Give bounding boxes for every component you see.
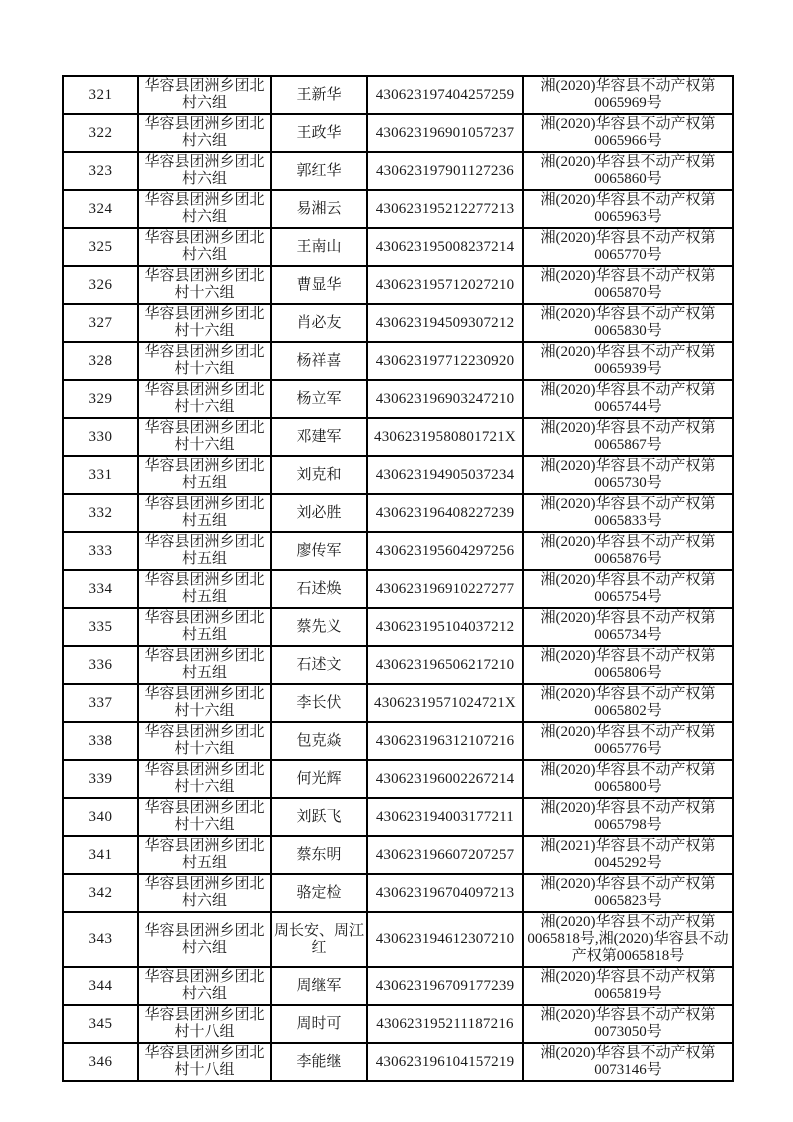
row-number-cell: 336	[63, 646, 138, 684]
row-number-cell: 322	[63, 114, 138, 152]
owner-name-cell: 王南山	[271, 228, 367, 266]
id-number-cell: 43062319580801721X	[367, 418, 523, 456]
row-number-cell: 327	[63, 304, 138, 342]
owner-name-cell: 廖传军	[271, 532, 367, 570]
certificate-cell: 湘(2020)华容县不动产权第0065802号	[523, 684, 733, 722]
id-number-cell: 430623197901127236	[367, 152, 523, 190]
id-number-cell: 430623197712230920	[367, 342, 523, 380]
id-number-cell: 430623195712027210	[367, 266, 523, 304]
id-number-cell: 430623196704097213	[367, 874, 523, 912]
address-cell: 华容县团洲乡团北村六组	[138, 152, 271, 190]
address-cell: 华容县团洲乡团北村五组	[138, 494, 271, 532]
row-number-cell: 338	[63, 722, 138, 760]
table-row	[63, 304, 733, 342]
certificate-cell: 湘(2020)华容县不动产权第0073050号	[523, 1005, 733, 1043]
owner-name-cell: 刘跃飞	[271, 798, 367, 836]
id-number-cell: 430623196506217210	[367, 646, 523, 684]
address-cell: 华容县团洲乡团北村十六组	[138, 418, 271, 456]
table-row	[63, 1005, 733, 1043]
owner-name-cell: 何光辉	[271, 760, 367, 798]
owner-name-cell: 石述焕	[271, 570, 367, 608]
id-number-cell: 430623196312107216	[367, 722, 523, 760]
address-cell: 华容县团洲乡团北村五组	[138, 836, 271, 874]
table-row	[63, 532, 733, 570]
table-row	[63, 912, 733, 967]
address-cell: 华容县团洲乡团北村十六组	[138, 342, 271, 380]
row-number-cell: 337	[63, 684, 138, 722]
owner-name-cell: 杨立军	[271, 380, 367, 418]
id-number-cell: 430623194612307210	[367, 912, 523, 967]
table-row	[63, 76, 733, 114]
certificate-cell: 湘(2020)华容县不动产权第0065969号	[523, 76, 733, 114]
certificate-cell: 湘(2020)华容县不动产权第0065776号	[523, 722, 733, 760]
owner-name-cell: 周时可	[271, 1005, 367, 1043]
certificate-cell: 湘(2020)华容县不动产权第0065867号	[523, 418, 733, 456]
certificate-cell: 湘(2020)华容县不动产权第0065798号	[523, 798, 733, 836]
row-number-cell: 323	[63, 152, 138, 190]
row-number-cell: 328	[63, 342, 138, 380]
address-cell: 华容县团洲乡团北村五组	[138, 456, 271, 494]
address-cell: 华容县团洲乡团北村十六组	[138, 304, 271, 342]
row-number-cell: 333	[63, 532, 138, 570]
owner-name-cell: 刘克和	[271, 456, 367, 494]
owner-name-cell: 周长安、周江红	[271, 912, 367, 967]
id-number-cell: 430623196709177239	[367, 967, 523, 1005]
table-row	[63, 266, 733, 304]
address-cell: 华容县团洲乡团北村十八组	[138, 1005, 271, 1043]
row-number-cell: 332	[63, 494, 138, 532]
certificate-cell: 湘(2020)华容县不动产权第0065818号,湘(2020)华容县不动产权第0065818号	[523, 912, 733, 967]
address-cell: 华容县团洲乡团北村十八组	[138, 1043, 271, 1081]
certificate-cell: 湘(2020)华容县不动产权第0065830号	[523, 304, 733, 342]
id-number-cell: 430623195104037212	[367, 608, 523, 646]
owner-name-cell: 骆定检	[271, 874, 367, 912]
row-number-cell: 334	[63, 570, 138, 608]
table-row	[63, 967, 733, 1005]
table-row	[63, 608, 733, 646]
address-cell: 华容县团洲乡团北村六组	[138, 874, 271, 912]
address-cell: 华容县团洲乡团北村十六组	[138, 684, 271, 722]
owner-name-cell: 王政华	[271, 114, 367, 152]
certificate-cell: 湘(2020)华容县不动产权第0065966号	[523, 114, 733, 152]
table-row	[63, 418, 733, 456]
table-row	[63, 760, 733, 798]
certificate-cell: 湘(2020)华容县不动产权第0065730号	[523, 456, 733, 494]
id-number-cell: 430623196408227239	[367, 494, 523, 532]
id-number-cell: 430623196002267214	[367, 760, 523, 798]
certificate-cell: 湘(2020)华容县不动产权第0065823号	[523, 874, 733, 912]
table-row	[63, 380, 733, 418]
id-number-cell: 43062319571024721X	[367, 684, 523, 722]
owner-name-cell: 包克焱	[271, 722, 367, 760]
owner-name-cell: 蔡东明	[271, 836, 367, 874]
certificate-cell: 湘(2020)华容县不动产权第0065770号	[523, 228, 733, 266]
row-number-cell: 344	[63, 967, 138, 1005]
table-row	[63, 228, 733, 266]
address-cell: 华容县团洲乡团北村十六组	[138, 722, 271, 760]
address-cell: 华容县团洲乡团北村六组	[138, 912, 271, 967]
certificate-cell: 湘(2020)华容县不动产权第0065939号	[523, 342, 733, 380]
row-number-cell: 335	[63, 608, 138, 646]
id-number-cell: 430623195604297256	[367, 532, 523, 570]
table-row	[63, 152, 733, 190]
address-cell: 华容县团洲乡团北村六组	[138, 114, 271, 152]
id-number-cell: 430623196901057237	[367, 114, 523, 152]
address-cell: 华容县团洲乡团北村六组	[138, 967, 271, 1005]
address-cell: 华容县团洲乡团北村五组	[138, 532, 271, 570]
table-row	[63, 342, 733, 380]
table-row	[63, 684, 733, 722]
row-number-cell: 343	[63, 912, 138, 967]
certificate-cell: 湘(2020)华容县不动产权第0073146号	[523, 1043, 733, 1081]
certificate-cell: 湘(2020)华容县不动产权第0065806号	[523, 646, 733, 684]
address-cell: 华容县团洲乡团北村十六组	[138, 798, 271, 836]
owner-name-cell: 易湘云	[271, 190, 367, 228]
address-cell: 华容县团洲乡团北村十六组	[138, 266, 271, 304]
row-number-cell: 342	[63, 874, 138, 912]
id-number-cell: 430623196607207257	[367, 836, 523, 874]
owner-name-cell: 李长伏	[271, 684, 367, 722]
owner-name-cell: 王新华	[271, 76, 367, 114]
certificate-cell: 湘(2020)华容县不动产权第0065734号	[523, 608, 733, 646]
certificate-cell: 湘(2020)华容县不动产权第0065860号	[523, 152, 733, 190]
owner-name-cell: 曹显华	[271, 266, 367, 304]
address-cell: 华容县团洲乡团北村五组	[138, 608, 271, 646]
row-number-cell: 340	[63, 798, 138, 836]
certificate-cell: 湘(2021)华容县不动产权第0045292号	[523, 836, 733, 874]
address-cell: 华容县团洲乡团北村六组	[138, 190, 271, 228]
table-row	[63, 190, 733, 228]
certificate-cell: 湘(2020)华容县不动产权第0065870号	[523, 266, 733, 304]
address-cell: 华容县团洲乡团北村十六组	[138, 380, 271, 418]
owner-name-cell: 蔡先义	[271, 608, 367, 646]
id-number-cell: 430623196104157219	[367, 1043, 523, 1081]
certificate-cell: 湘(2020)华容县不动产权第0065876号	[523, 532, 733, 570]
row-number-cell: 321	[63, 76, 138, 114]
id-number-cell: 430623197404257259	[367, 76, 523, 114]
id-number-cell: 430623195008237214	[367, 228, 523, 266]
address-cell: 华容县团洲乡团北村五组	[138, 570, 271, 608]
row-number-cell: 346	[63, 1043, 138, 1081]
row-number-cell: 339	[63, 760, 138, 798]
table-row	[63, 456, 733, 494]
certificate-cell: 湘(2020)华容县不动产权第0065744号	[523, 380, 733, 418]
owner-name-cell: 周继军	[271, 967, 367, 1005]
certificate-cell: 湘(2020)华容县不动产权第0065800号	[523, 760, 733, 798]
table-row	[63, 798, 733, 836]
id-number-cell: 430623196910227277	[367, 570, 523, 608]
id-number-cell: 430623194003177211	[367, 798, 523, 836]
address-cell: 华容县团洲乡团北村十六组	[138, 760, 271, 798]
row-number-cell: 329	[63, 380, 138, 418]
owner-name-cell: 肖必友	[271, 304, 367, 342]
address-cell: 华容县团洲乡团北村五组	[138, 646, 271, 684]
owner-name-cell: 李能继	[271, 1043, 367, 1081]
table-body	[63, 76, 733, 1081]
property-registry-table	[62, 75, 734, 1082]
address-cell: 华容县团洲乡团北村六组	[138, 76, 271, 114]
row-number-cell: 345	[63, 1005, 138, 1043]
owner-name-cell: 石述文	[271, 646, 367, 684]
id-number-cell: 430623194905037234	[367, 456, 523, 494]
table-row	[63, 646, 733, 684]
certificate-cell: 湘(2020)华容县不动产权第0065754号	[523, 570, 733, 608]
address-cell: 华容县团洲乡团北村六组	[138, 228, 271, 266]
owner-name-cell: 邓建军	[271, 418, 367, 456]
owner-name-cell: 刘必胜	[271, 494, 367, 532]
table-row	[63, 722, 733, 760]
owner-name-cell: 杨祥喜	[271, 342, 367, 380]
table-row	[63, 874, 733, 912]
table-row	[63, 570, 733, 608]
certificate-cell: 湘(2020)华容县不动产权第0065963号	[523, 190, 733, 228]
row-number-cell: 324	[63, 190, 138, 228]
row-number-cell: 330	[63, 418, 138, 456]
certificate-cell: 湘(2020)华容县不动产权第0065833号	[523, 494, 733, 532]
table-row	[63, 114, 733, 152]
certificate-cell: 湘(2020)华容县不动产权第0065819号	[523, 967, 733, 1005]
id-number-cell: 430623196903247210	[367, 380, 523, 418]
table-row	[63, 494, 733, 532]
row-number-cell: 325	[63, 228, 138, 266]
row-number-cell: 326	[63, 266, 138, 304]
id-number-cell: 430623195211187216	[367, 1005, 523, 1043]
row-number-cell: 341	[63, 836, 138, 874]
table-row	[63, 1043, 733, 1081]
owner-name-cell: 郭红华	[271, 152, 367, 190]
id-number-cell: 430623195212277213	[367, 190, 523, 228]
id-number-cell: 430623194509307212	[367, 304, 523, 342]
table-row	[63, 836, 733, 874]
row-number-cell: 331	[63, 456, 138, 494]
